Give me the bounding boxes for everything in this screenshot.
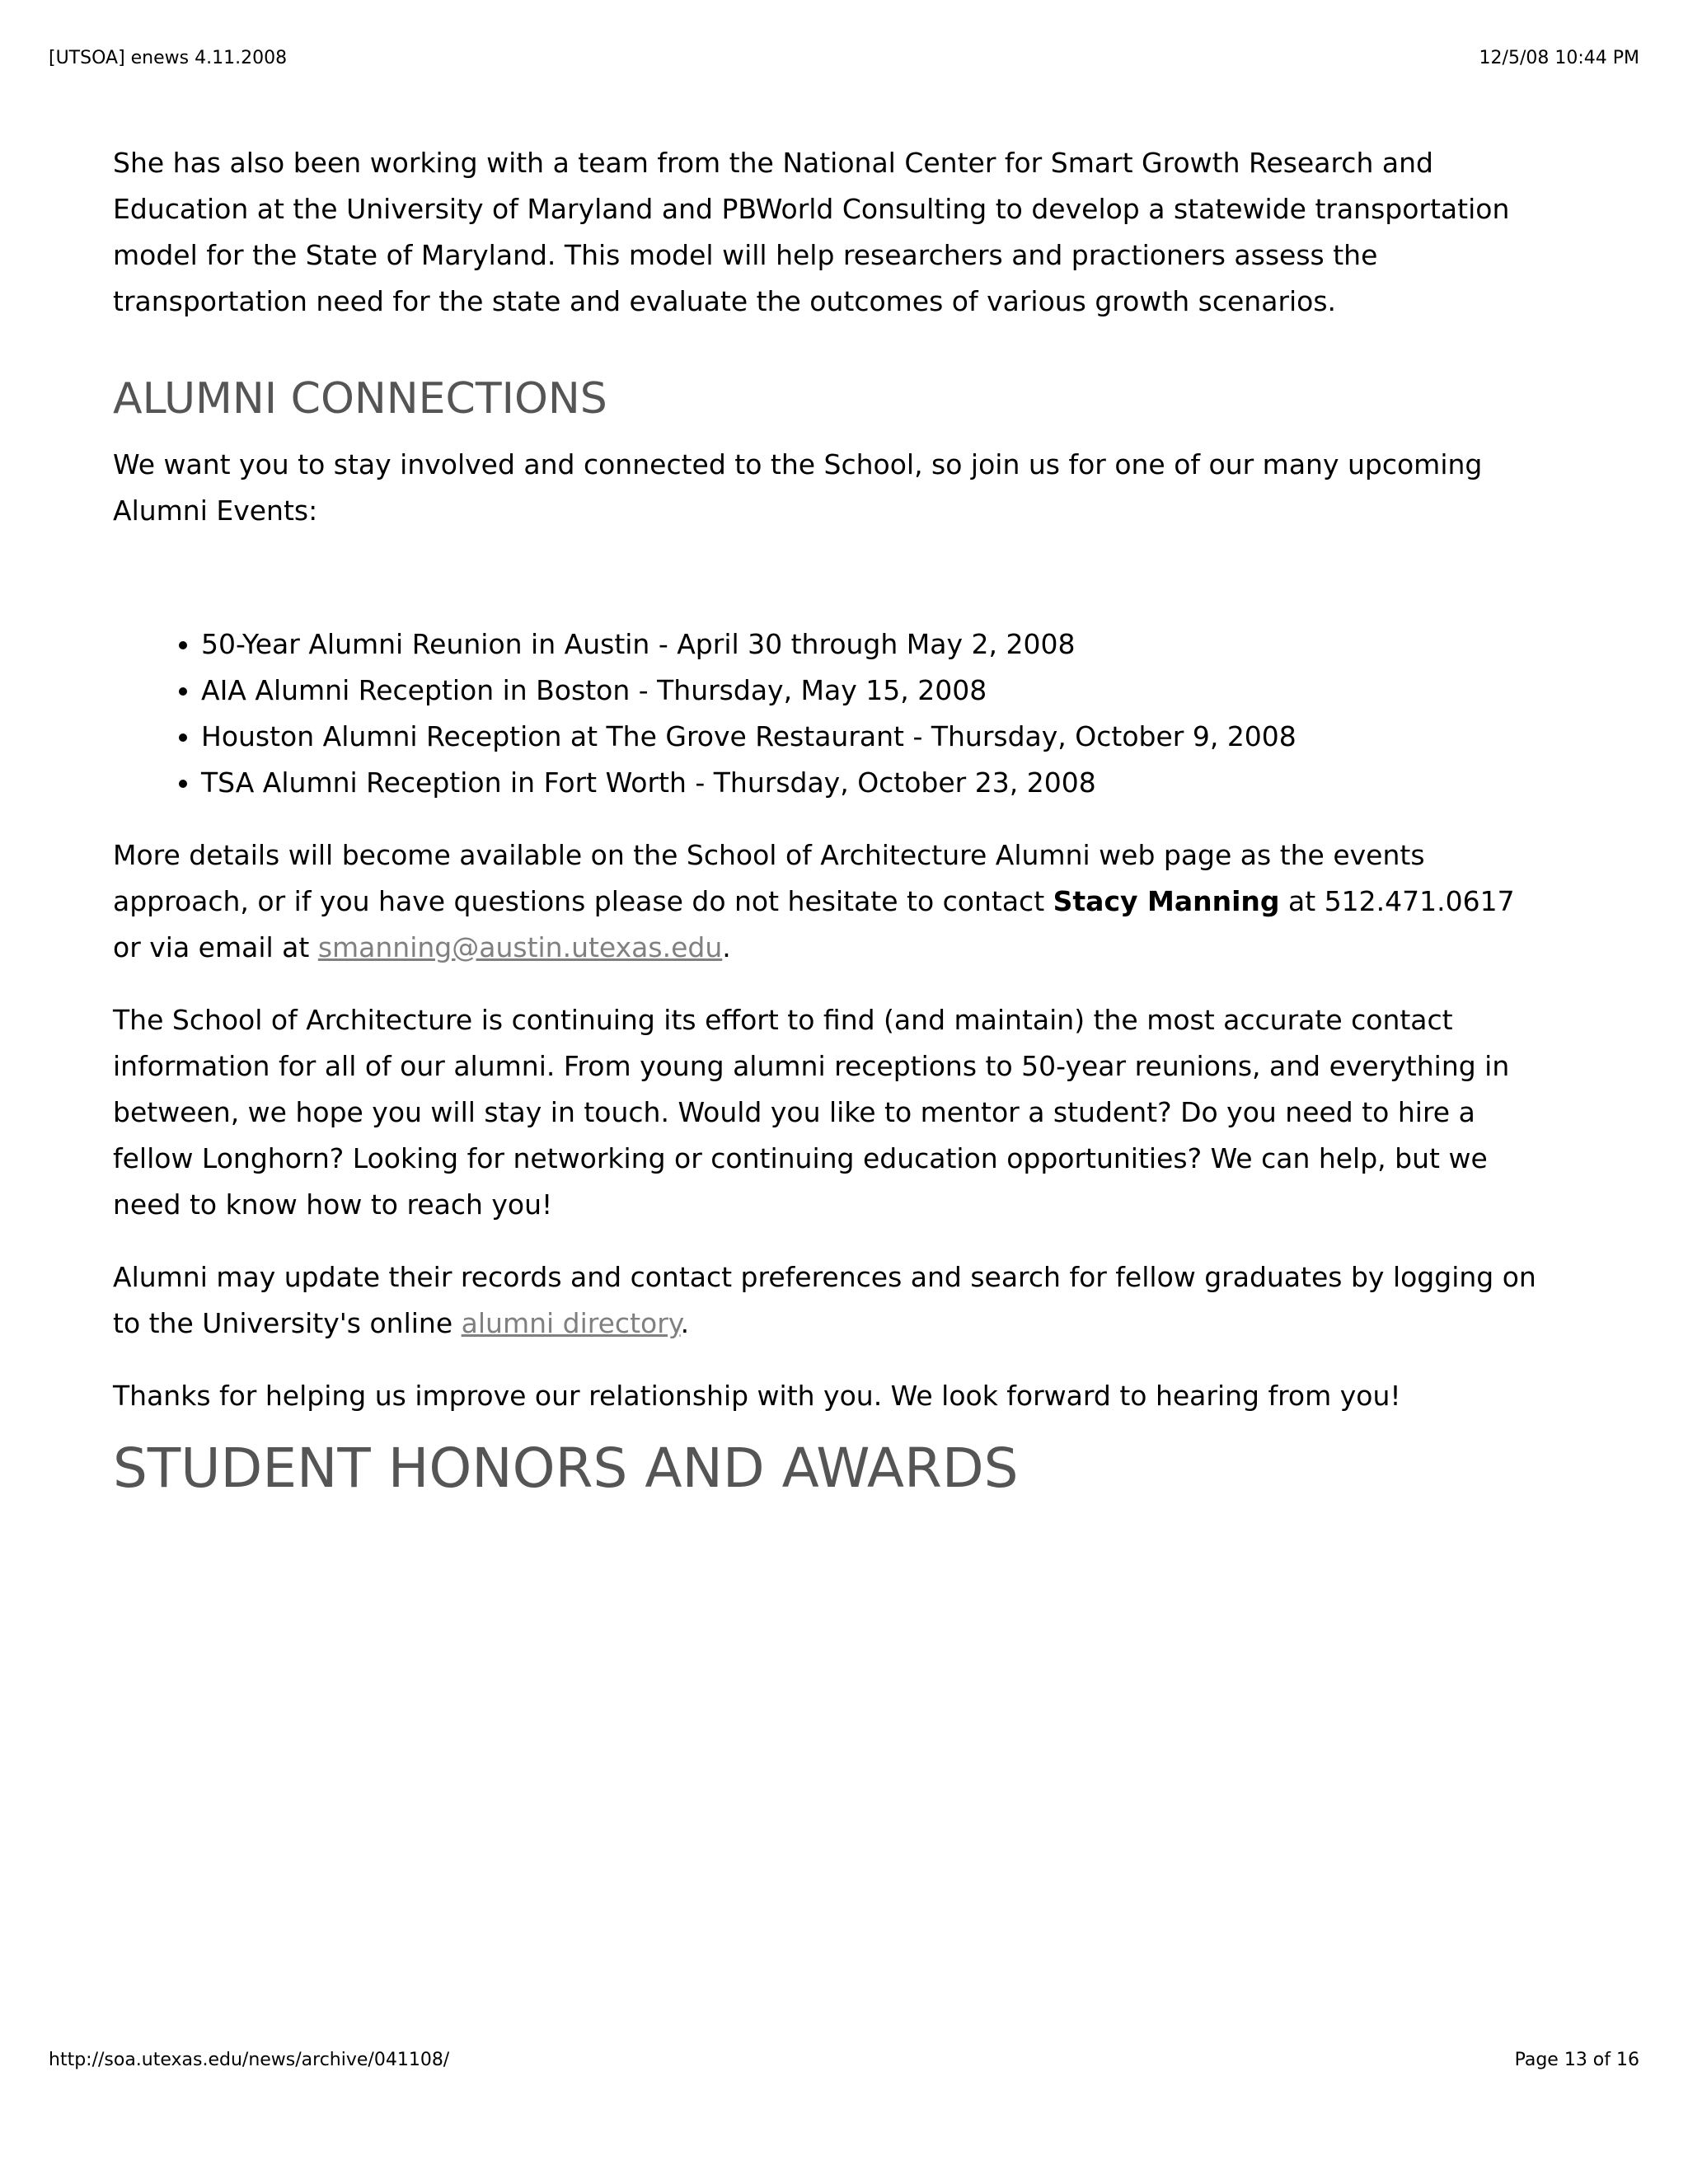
details-text-after: .: [722, 931, 731, 963]
thanks-paragraph: Thanks for helping us improve our relationship with you. We look forward to hearing from you!: [113, 1380, 1401, 1412]
list-item: • 50-Year Alumni Reunion in Austin - April 30 through May 2, 2008: [201, 621, 1547, 668]
details-text-middle: at 512.471.0617 or via email at: [113, 885, 1515, 963]
alumni-connections-heading: ALUMNI CONNECTIONS: [113, 374, 607, 424]
print-footer: [49, 2050, 1639, 2070]
print-header-datetime: 12/5/08 10:44 PM: [1479, 48, 1639, 68]
contact-email-link[interactable]: smanning@austin.utexas.edu: [317, 931, 723, 963]
intro-paragraph: She has also been working with a team from the National Center for Smart Growth Research and Education at the University of Maryland and PBWorld Consulting to develop a statewide transportation model for the State of Maryland. This model will help researchers and practioners assess the transportation need for the state and evaluate the outcomes of various growth scenarios.: [113, 147, 1510, 317]
list-item: • AIA Alumni Reception in Boston - Thursday, May 15, 2008: [201, 668, 1547, 714]
alumni-details-paragraph: [113, 832, 1547, 971]
student-honors-heading: STUDENT HONORS AND AWARDS: [113, 1436, 1019, 1500]
alumni-update-paragraph: [113, 1254, 1547, 1347]
print-header: [49, 48, 1639, 68]
list-item: • TSA Alumni Reception in Fort Worth - Thursday, October 23, 2008: [201, 760, 1547, 806]
update-text-after: .: [680, 1307, 690, 1339]
print-footer-page: Page 13 of 16: [1514, 2050, 1639, 2070]
details-text-before: More details will become available on the School of Architecture Alumni web page as the events approach, or if you have questions please do not hesitate to contact: [113, 839, 1425, 917]
update-text-before: Alumni may update their records and contact preferences and search for fellow graduates by logging on to the University's online: [113, 1261, 1536, 1339]
alumni-intro-paragraph: We want you to stay involved and connected to the School, so join us for one of our many upcoming Alumni Events:: [113, 448, 1483, 527]
print-footer-url: http://soa.utexas.edu/news/archive/041108/: [49, 2050, 450, 2070]
alumni-directory-link[interactable]: alumni directory: [461, 1307, 681, 1339]
print-header-title: [UTSOA] enews 4.11.2008: [49, 48, 288, 68]
list-item: • Houston Alumni Reception at The Grove Restaurant - Thursday, October 9, 2008: [201, 714, 1547, 760]
alumni-events-list: [113, 621, 1547, 806]
contact-info-paragraph: The School of Architecture is continuing its effort to find (and maintain) the most accurate contact information for all of our alumni. From young alumni receptions to 50-year reunions, and everything in between, we hope you will stay in touch. Would you like to mentor a student? Do you need to hire a fellow Longhorn? Looking for networking or continuing education opportunities? We can help, but we need to know how to reach you!: [113, 1004, 1510, 1221]
contact-name: Stacy Manning: [1053, 885, 1280, 917]
article-content: [113, 140, 1547, 1500]
